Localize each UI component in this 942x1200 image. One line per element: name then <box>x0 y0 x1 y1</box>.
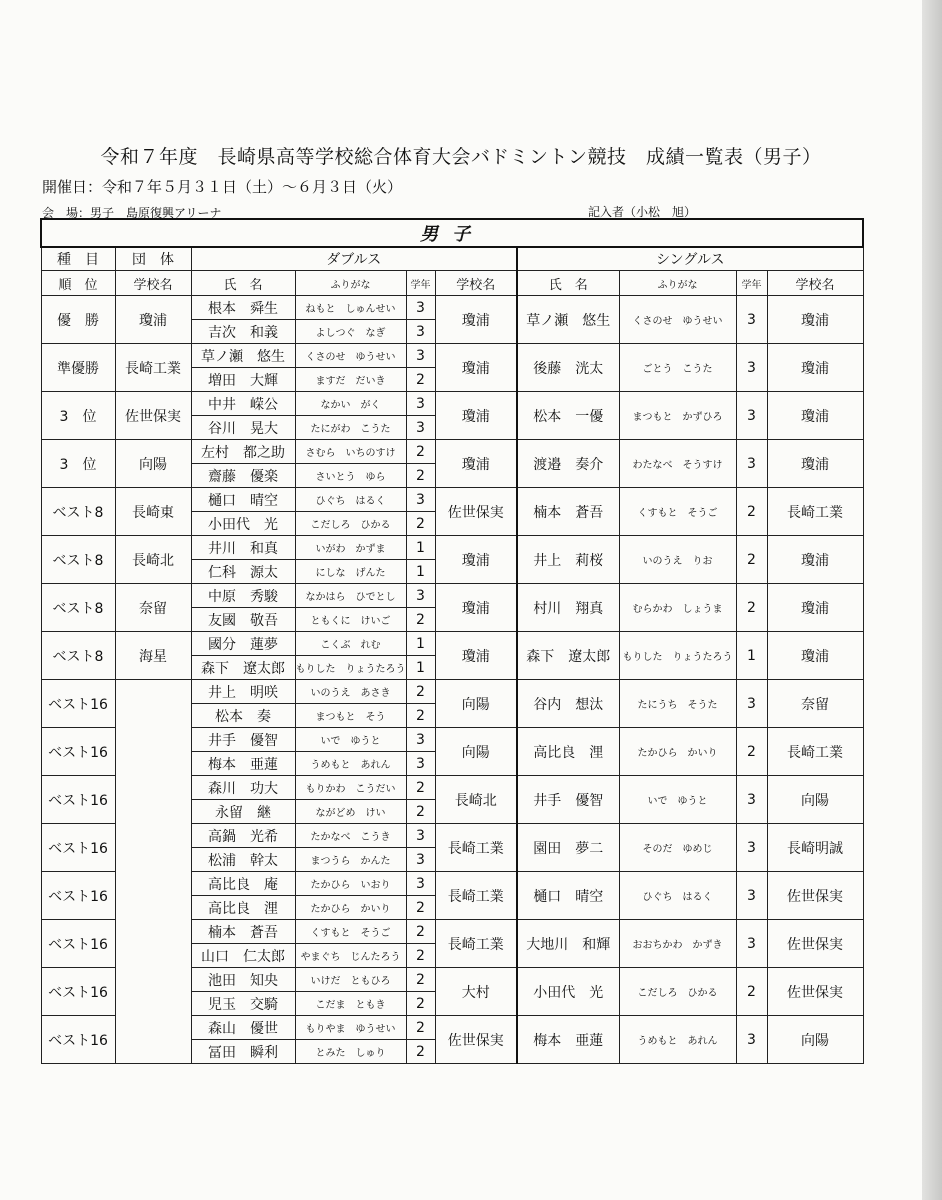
doubles-school-cell: 瓊浦 <box>435 632 517 680</box>
doubles-player-name: 山口 仁太郎 <box>191 944 295 968</box>
doubles-player-name: 松本 奏 <box>191 704 295 728</box>
singles-player-name: 高比良 浬 <box>517 728 619 776</box>
team-school-cell: 長崎北 <box>115 536 191 584</box>
singles-player-furigana: くすもと そうご <box>619 488 736 536</box>
doubles-player-grade: 2 <box>406 464 435 488</box>
doubles-player-furigana: たにがわ こうた <box>295 416 406 440</box>
venue-line: 会 場：男子 島原復興アリーナ <box>42 206 222 220</box>
header-row-1 <box>41 247 863 271</box>
singles-player-grade: 3 <box>736 680 767 728</box>
doubles-player-grade: 2 <box>406 704 435 728</box>
doubles-player-furigana: こだま ともき <box>295 992 406 1016</box>
doubles-player-furigana: やまぐち じんたろう <box>295 944 406 968</box>
singles-player-grade: 2 <box>736 728 767 776</box>
doubles-player-furigana: なかい がく <box>295 392 406 416</box>
singles-player-grade: 2 <box>736 536 767 584</box>
singles-school-cell: 瓊浦 <box>767 584 863 632</box>
singles-player-name: 樋口 晴空 <box>517 872 619 920</box>
doubles-player-furigana: うめもと あれん <box>295 752 406 776</box>
singles-school-cell: 佐世保実 <box>767 920 863 968</box>
doubles-player-name: 永留 継 <box>191 800 295 824</box>
doubles-player-furigana: たかひら かいり <box>295 896 406 920</box>
doubles-player-name: 樋口 晴空 <box>191 488 295 512</box>
doubles-player-grade: 2 <box>406 608 435 632</box>
rank-cell: ベスト16 <box>41 776 115 824</box>
doubles-player-name: 高比良 庵 <box>191 872 295 896</box>
singles-school-cell: 長崎工業 <box>767 728 863 776</box>
doubles-player-grade: 2 <box>406 800 435 824</box>
table-row <box>41 680 863 704</box>
singles-player-furigana: そのだ ゆめじ <box>619 824 736 872</box>
singles-player-name: 森下 遼太郎 <box>517 632 619 680</box>
singles-school-cell: 佐世保実 <box>767 968 863 1016</box>
page-title: 令和７年度 長崎県高等学校総合体育大会バドミントン競技 成績一覧表（男子） <box>100 146 822 168</box>
rank-cell: 3 位 <box>41 392 115 440</box>
doubles-player-name: 児玉 交騎 <box>191 992 295 1016</box>
table-row <box>41 488 863 512</box>
singles-player-name: 園田 夢二 <box>517 824 619 872</box>
doubles-player-furigana: たかなべ こうき <box>295 824 406 848</box>
singles-player-grade: 2 <box>736 488 767 536</box>
header-furigana-singles: ふりがな <box>619 271 736 296</box>
doubles-school-cell: 向陽 <box>435 728 517 776</box>
singles-player-furigana: まつもと かずひろ <box>619 392 736 440</box>
doubles-school-cell: 佐世保実 <box>435 1016 517 1064</box>
table-row <box>41 344 863 368</box>
rank-cell: ベスト16 <box>41 920 115 968</box>
singles-player-name: 渡邉 奏介 <box>517 440 619 488</box>
table-row <box>41 584 863 608</box>
singles-player-grade: 3 <box>736 440 767 488</box>
doubles-school-cell: 長崎工業 <box>435 920 517 968</box>
singles-player-name: 梅本 亜蓮 <box>517 1016 619 1064</box>
doubles-player-grade: 3 <box>406 488 435 512</box>
header-grade-singles: 学年 <box>736 271 767 296</box>
date-line: 開催日：令和７年５月３１日（土）～６月３日（火） <box>42 178 403 196</box>
doubles-player-name: 森下 遼太郎 <box>191 656 295 680</box>
team-school-cell: 長崎工業 <box>115 344 191 392</box>
rank-cell: 優 勝 <box>41 296 115 344</box>
doubles-player-furigana: ながどめ けい <box>295 800 406 824</box>
doubles-player-grade: 3 <box>406 320 435 344</box>
doubles-school-cell: 向陽 <box>435 680 517 728</box>
doubles-player-grade: 3 <box>406 752 435 776</box>
singles-player-name: 村川 翔真 <box>517 584 619 632</box>
header-row-2 <box>41 271 863 296</box>
singles-school-cell: 長崎工業 <box>767 488 863 536</box>
doubles-player-grade: 2 <box>406 440 435 464</box>
doubles-player-name: 楠本 蒼吾 <box>191 920 295 944</box>
doubles-player-grade: 3 <box>406 824 435 848</box>
singles-school-cell: 長崎明誠 <box>767 824 863 872</box>
header-doubles: ダブルス <box>191 247 517 271</box>
singles-player-grade: 3 <box>736 872 767 920</box>
singles-player-grade: 3 <box>736 1016 767 1064</box>
doubles-player-grade: 3 <box>406 296 435 320</box>
singles-player-grade: 3 <box>736 392 767 440</box>
doubles-school-cell: 瓊浦 <box>435 344 517 392</box>
doubles-player-grade: 1 <box>406 536 435 560</box>
doubles-player-furigana: とみた しゅり <box>295 1040 406 1064</box>
doubles-player-furigana: まつもと そう <box>295 704 406 728</box>
table-row <box>41 632 863 656</box>
rank-cell: ベスト16 <box>41 728 115 776</box>
doubles-player-furigana: ますだ だいき <box>295 368 406 392</box>
singles-player-name: 井手 優智 <box>517 776 619 824</box>
doubles-player-furigana: いけだ ともひろ <box>295 968 406 992</box>
doubles-player-grade: 3 <box>406 728 435 752</box>
doubles-player-furigana: ともくに けいご <box>295 608 406 632</box>
doubles-player-grade: 3 <box>406 392 435 416</box>
doubles-school-cell: 瓊浦 <box>435 440 517 488</box>
results-table <box>40 218 864 1064</box>
doubles-player-name: 齋藤 優楽 <box>191 464 295 488</box>
doubles-player-furigana: ひぐち はるく <box>295 488 406 512</box>
doubles-player-grade: 3 <box>406 344 435 368</box>
singles-school-cell: 佐世保実 <box>767 872 863 920</box>
doubles-player-grade: 2 <box>406 920 435 944</box>
doubles-player-furigana: いがわ かずま <box>295 536 406 560</box>
doubles-player-grade: 2 <box>406 680 435 704</box>
doubles-school-cell: 瓊浦 <box>435 536 517 584</box>
doubles-player-name: 中井 嵘公 <box>191 392 295 416</box>
singles-player-furigana: たにうち そうた <box>619 680 736 728</box>
singles-player-name: 小田代 光 <box>517 968 619 1016</box>
singles-player-grade: 1 <box>736 632 767 680</box>
table-row <box>41 440 863 464</box>
doubles-player-furigana: ねもと しゅんせい <box>295 296 406 320</box>
singles-player-furigana: むらかわ しょうま <box>619 584 736 632</box>
singles-player-furigana: わたなべ そうすけ <box>619 440 736 488</box>
singles-school-cell: 瓊浦 <box>767 392 863 440</box>
doubles-player-name: 高鍋 光希 <box>191 824 295 848</box>
doubles-player-name: 高比良 浬 <box>191 896 295 920</box>
rank-cell: ベスト16 <box>41 968 115 1016</box>
doubles-player-name: 松浦 幹太 <box>191 848 295 872</box>
doubles-player-grade: 2 <box>406 512 435 536</box>
doubles-player-name: 小田代 光 <box>191 512 295 536</box>
singles-school-cell: 瓊浦 <box>767 296 863 344</box>
header-name-singles: 氏 名 <box>517 271 619 296</box>
table-row <box>41 296 863 320</box>
table-banner: 男子 <box>41 219 863 247</box>
header-grade: 学年 <box>406 271 435 296</box>
singles-player-name: 大地川 和輝 <box>517 920 619 968</box>
singles-player-name: 松本 一優 <box>517 392 619 440</box>
rank-cell: ベスト8 <box>41 536 115 584</box>
doubles-school-cell: 瓊浦 <box>435 392 517 440</box>
singles-player-grade: 2 <box>736 584 767 632</box>
doubles-player-grade: 3 <box>406 416 435 440</box>
doubles-player-name: 増田 大輝 <box>191 368 295 392</box>
doubles-player-grade: 2 <box>406 896 435 920</box>
doubles-player-name: 中原 秀駿 <box>191 584 295 608</box>
header-school: 学校名 <box>115 271 191 296</box>
singles-player-grade: 3 <box>736 776 767 824</box>
doubles-player-furigana: まつうら かんた <box>295 848 406 872</box>
table-row <box>41 536 863 560</box>
doubles-player-name: 友國 敬吾 <box>191 608 295 632</box>
doubles-school-cell: 瓊浦 <box>435 296 517 344</box>
singles-player-furigana: こだしろ ひかる <box>619 968 736 1016</box>
header-singles: シングルス <box>517 247 863 271</box>
singles-player-furigana: いで ゆうと <box>619 776 736 824</box>
doubles-player-grade: 2 <box>406 368 435 392</box>
recorder-line: 記入者（小松 旭） <box>588 205 697 219</box>
singles-school-cell: 向陽 <box>767 1016 863 1064</box>
doubles-player-furigana: くすもと そうご <box>295 920 406 944</box>
doubles-player-furigana: こくぶ れむ <box>295 632 406 656</box>
doubles-player-name: 池田 知央 <box>191 968 295 992</box>
rank-cell: ベスト8 <box>41 584 115 632</box>
doubles-player-grade: 2 <box>406 1040 435 1064</box>
rank-cell: ベスト16 <box>41 1016 115 1064</box>
doubles-player-grade: 3 <box>406 872 435 896</box>
singles-player-name: 後藤 洸太 <box>517 344 619 392</box>
doubles-player-grade: 1 <box>406 560 435 584</box>
doubles-player-name: 冨田 瞬利 <box>191 1040 295 1064</box>
doubles-player-furigana: もりやま ゆうせい <box>295 1016 406 1040</box>
doubles-player-grade: 1 <box>406 632 435 656</box>
singles-player-grade: 3 <box>736 296 767 344</box>
singles-school-cell: 瓊浦 <box>767 632 863 680</box>
singles-player-furigana: もりした りょうたろう <box>619 632 736 680</box>
header-school-doubles: 学校名 <box>435 271 517 296</box>
doubles-player-name: 谷川 晃大 <box>191 416 295 440</box>
doubles-school-cell: 大村 <box>435 968 517 1016</box>
team-school-cell: 海星 <box>115 632 191 680</box>
rank-cell: 準優勝 <box>41 344 115 392</box>
doubles-player-name: 梅本 亜蓮 <box>191 752 295 776</box>
doubles-player-grade: 3 <box>406 848 435 872</box>
team-school-cell: 佐世保実 <box>115 392 191 440</box>
doubles-player-name: 草ノ瀬 悠生 <box>191 344 295 368</box>
header-rank: 順 位 <box>41 271 115 296</box>
doubles-player-furigana: さむら いちのすけ <box>295 440 406 464</box>
singles-school-cell: 向陽 <box>767 776 863 824</box>
rank-cell: ベスト16 <box>41 824 115 872</box>
singles-player-name: 谷内 想汰 <box>517 680 619 728</box>
singles-player-name: 草ノ瀬 悠生 <box>517 296 619 344</box>
singles-player-furigana: いのうえ りお <box>619 536 736 584</box>
doubles-player-furigana: くさのせ ゆうせい <box>295 344 406 368</box>
header-event: 種 目 <box>41 247 115 271</box>
doubles-school-cell: 佐世保実 <box>435 488 517 536</box>
header-name: 氏 名 <box>191 271 295 296</box>
team-school-cell: 長崎東 <box>115 488 191 536</box>
header-school-singles: 学校名 <box>767 271 863 296</box>
doubles-player-furigana: なかはら ひでとし <box>295 584 406 608</box>
rank-cell: ベスト8 <box>41 488 115 536</box>
team-school-cell: 瓊浦 <box>115 296 191 344</box>
team-school-cell: 奈留 <box>115 584 191 632</box>
team-school-cell: 向陽 <box>115 440 191 488</box>
singles-player-furigana: ひぐち はるく <box>619 872 736 920</box>
rank-cell: ベスト16 <box>41 872 115 920</box>
header-team: 団 体 <box>115 247 191 271</box>
singles-player-furigana: うめもと あれん <box>619 1016 736 1064</box>
doubles-player-furigana: もりかわ こうだい <box>295 776 406 800</box>
doubles-player-name: 根本 舜生 <box>191 296 295 320</box>
singles-player-furigana: おおちかわ かずき <box>619 920 736 968</box>
doubles-player-name: 井手 優智 <box>191 728 295 752</box>
doubles-player-name: 國分 蓮夢 <box>191 632 295 656</box>
rank-cell: 3 位 <box>41 440 115 488</box>
doubles-player-name: 吉次 和義 <box>191 320 295 344</box>
doubles-player-grade: 2 <box>406 776 435 800</box>
team-school-cell-empty <box>115 680 191 1064</box>
rank-cell: ベスト8 <box>41 632 115 680</box>
doubles-player-name: 森山 優世 <box>191 1016 295 1040</box>
doubles-school-cell: 長崎工業 <box>435 824 517 872</box>
singles-player-grade: 3 <box>736 920 767 968</box>
singles-player-furigana: ごとう こうた <box>619 344 736 392</box>
doubles-school-cell: 瓊浦 <box>435 584 517 632</box>
doubles-player-grade: 2 <box>406 992 435 1016</box>
singles-school-cell: 瓊浦 <box>767 344 863 392</box>
doubles-player-name: 左村 都之助 <box>191 440 295 464</box>
doubles-player-furigana: いのうえ あさき <box>295 680 406 704</box>
doubles-player-furigana: たかひら いおり <box>295 872 406 896</box>
singles-school-cell: 瓊浦 <box>767 440 863 488</box>
singles-school-cell: 奈留 <box>767 680 863 728</box>
doubles-player-furigana: こだしろ ひかる <box>295 512 406 536</box>
doubles-player-grade: 2 <box>406 944 435 968</box>
doubles-player-furigana: もりした りょうたろう <box>295 656 406 680</box>
singles-player-grade: 3 <box>736 824 767 872</box>
doubles-player-furigana: さいとう ゆら <box>295 464 406 488</box>
doubles-player-name: 仁科 源太 <box>191 560 295 584</box>
doubles-player-grade: 2 <box>406 1016 435 1040</box>
singles-player-name: 楠本 蒼吾 <box>517 488 619 536</box>
doubles-player-grade: 3 <box>406 584 435 608</box>
singles-player-furigana: たかひら かいり <box>619 728 736 776</box>
doubles-player-name: 井川 和真 <box>191 536 295 560</box>
rank-cell: ベスト16 <box>41 680 115 728</box>
singles-player-name: 井上 莉桜 <box>517 536 619 584</box>
singles-player-grade: 3 <box>736 344 767 392</box>
doubles-player-name: 森川 功大 <box>191 776 295 800</box>
doubles-player-furigana: よしつぐ なぎ <box>295 320 406 344</box>
singles-player-grade: 2 <box>736 968 767 1016</box>
header-furigana: ふりがな <box>295 271 406 296</box>
page-edge-shadow <box>922 0 942 1200</box>
doubles-school-cell: 長崎北 <box>435 776 517 824</box>
doubles-school-cell: 長崎工業 <box>435 872 517 920</box>
singles-player-furigana: くさのせ ゆうせい <box>619 296 736 344</box>
singles-school-cell: 瓊浦 <box>767 536 863 584</box>
doubles-player-furigana: にしな げんた <box>295 560 406 584</box>
table-row <box>41 392 863 416</box>
doubles-player-furigana: いで ゆうと <box>295 728 406 752</box>
doubles-player-grade: 2 <box>406 968 435 992</box>
doubles-player-name: 井上 明咲 <box>191 680 295 704</box>
doubles-player-grade: 1 <box>406 656 435 680</box>
